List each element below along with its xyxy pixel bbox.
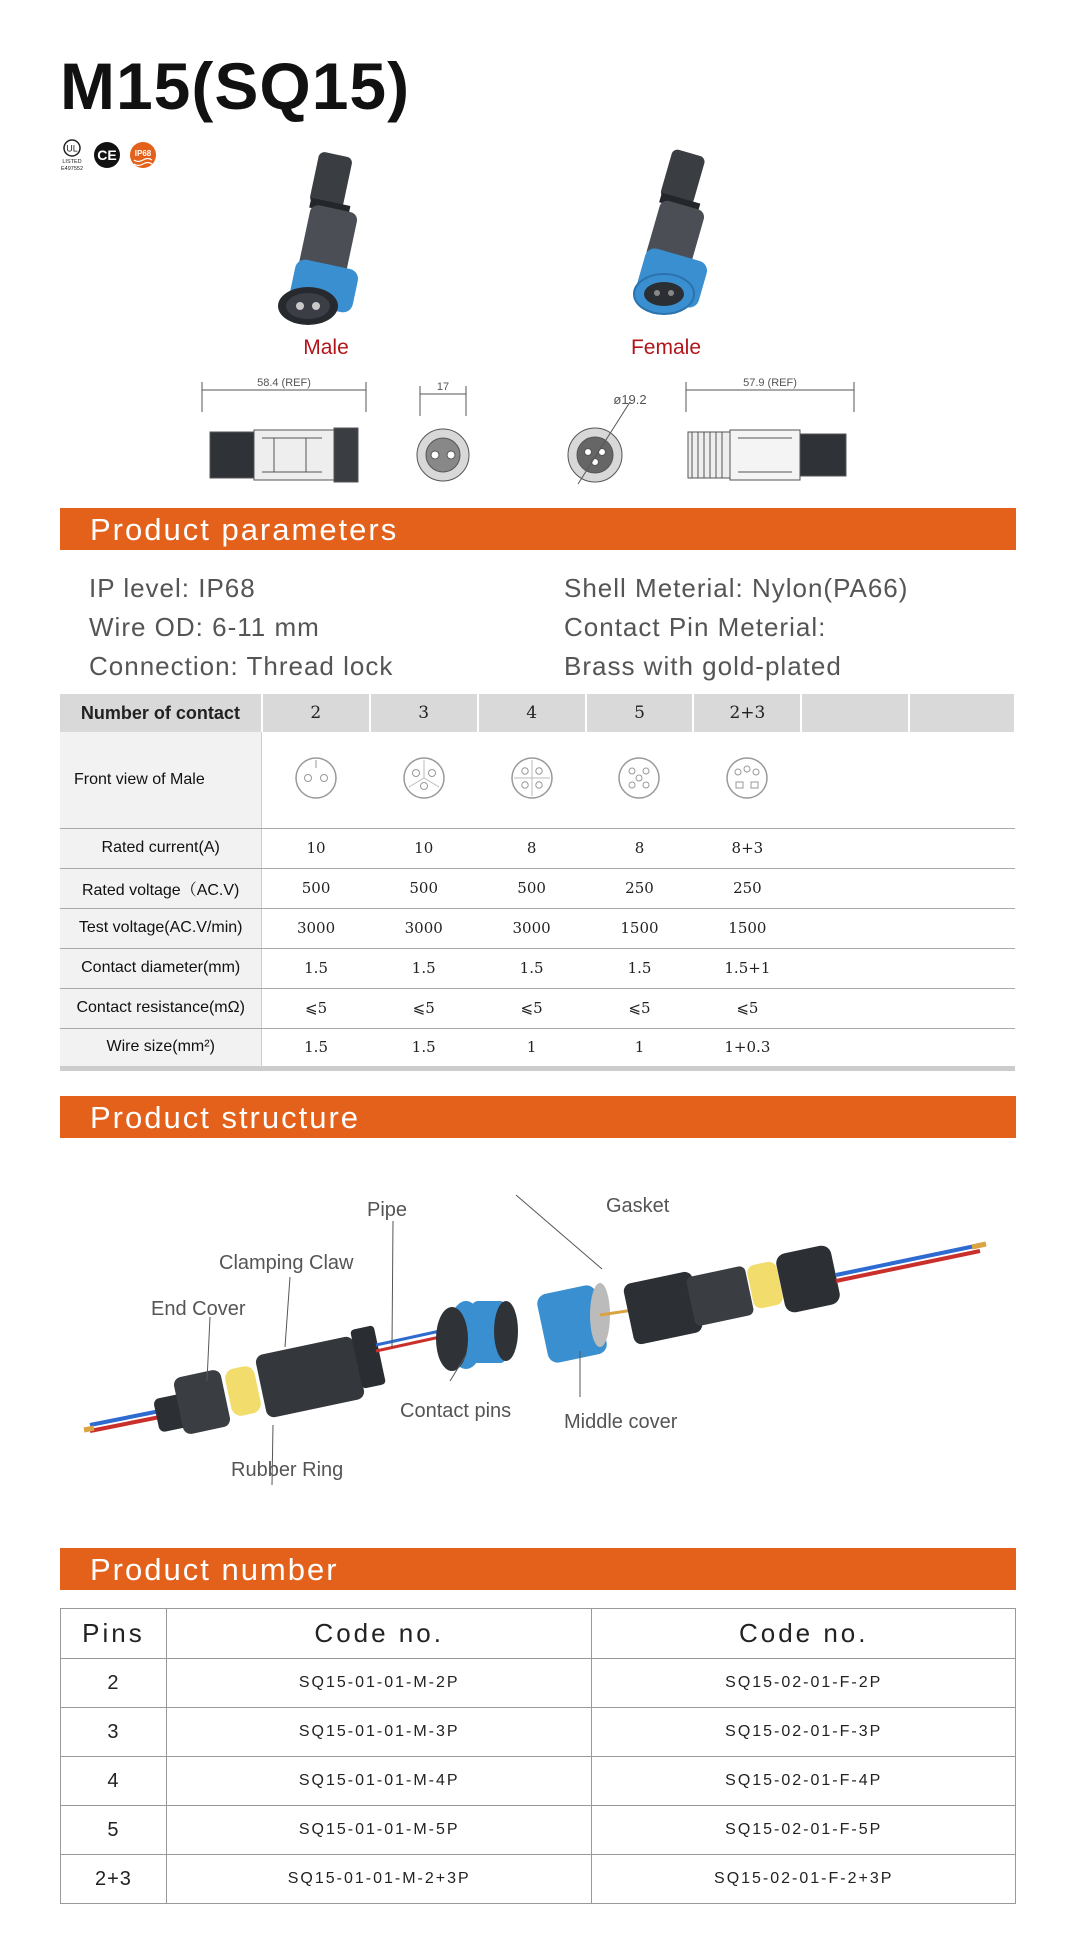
spec-cell: 10 (262, 828, 370, 868)
header-col (801, 694, 909, 732)
param-pin-material-value: Brass with gold-plated (564, 651, 842, 681)
param-pin-material: Contact Pin Meterial: (564, 612, 827, 642)
face-2pin-icon (262, 732, 370, 828)
spec-row-label: Rated voltage（AC.V) (60, 868, 262, 908)
spec-row-label: Contact diameter(mm) (60, 948, 262, 988)
spec-cell: ⩽5 (478, 988, 586, 1028)
spec-cell: ⩽5 (586, 988, 694, 1028)
header-col (909, 694, 1015, 732)
section-title: Product structure (90, 1100, 361, 1135)
section-header-product-number (60, 1548, 1016, 1590)
spec-row (60, 828, 1015, 868)
spec-cell: 1.5 (478, 948, 586, 988)
spec-cell: 1500 (693, 908, 801, 948)
callout-pipe: Pipe (367, 1199, 408, 1221)
male-length-dim: 58.4 (REF) (257, 377, 311, 389)
spec-cell: 500 (478, 868, 586, 908)
param-ip-level: IP level: IP68 (89, 573, 256, 603)
param-shell-material: Shell Meterial: Nylon(PA66) (564, 573, 909, 603)
header-col: 5 (586, 694, 694, 732)
specs-table (60, 694, 1016, 1071)
male-code-cell: SQ15-01-01-M-4P (166, 1757, 592, 1806)
pins-cell: 5 (61, 1806, 167, 1855)
spec-cell: 1 (478, 1028, 586, 1068)
callout-rubber-ring: Rubber Ring (231, 1459, 344, 1481)
ce-mark-icon (94, 142, 120, 168)
spec-row-label: Test voltage(AC.V/min) (60, 908, 262, 948)
certification-badges (58, 138, 178, 174)
callout-gasket: Gasket (606, 1195, 670, 1217)
specs-header-row (60, 694, 1015, 732)
pins-cell: 4 (61, 1757, 167, 1806)
female-connector-image (600, 146, 730, 336)
face-5pin-icon (586, 732, 694, 828)
female-code-cell: SQ15-02-01-F-4P (592, 1757, 1016, 1806)
male-code-cell: SQ15-01-01-M-2P (166, 1659, 592, 1708)
spec-cell: 1.5 (586, 948, 694, 988)
spec-cell: 1.5 (262, 1028, 370, 1068)
section-title: Product number (90, 1552, 339, 1587)
female-code-cell: SQ15-02-01-F-2P (592, 1659, 1016, 1708)
dimension-drawings (190, 372, 870, 488)
header-number-of-contact: Number of contact (60, 694, 262, 732)
section-header-structure (60, 1096, 1016, 1138)
pins-cell: 2 (61, 1659, 167, 1708)
spec-row (60, 1028, 1015, 1068)
ul-listed-icon (61, 140, 83, 172)
header-col: 3 (370, 694, 478, 732)
callout-end-cover: End Cover (151, 1298, 246, 1320)
spec-cell: 500 (262, 868, 370, 908)
svg-text:CE: CE (97, 147, 117, 163)
spec-cell: 250 (586, 868, 694, 908)
spec-cell: ⩽5 (370, 988, 478, 1028)
exploded-view-diagram (80, 1185, 1020, 1485)
spec-row (60, 988, 1015, 1028)
spec-row (60, 868, 1015, 908)
pins-cell: 3 (61, 1708, 167, 1757)
male-code-cell: SQ15-01-01-M-3P (166, 1708, 592, 1757)
spec-cell: 1.5+1 (693, 948, 801, 988)
spec-cell: 8 (586, 828, 694, 868)
female-code-cell: SQ15-02-01-F-5P (592, 1806, 1016, 1855)
male-code-cell: SQ15-01-01-M-2+3P (166, 1855, 592, 1904)
male-width-dim: 17 (436, 381, 450, 393)
param-wire-od: Wire OD: 6-11 mm (89, 612, 320, 642)
callout-contact-pins: Contact pins (400, 1400, 512, 1422)
face-4pin-icon (478, 732, 586, 828)
product-number-table (60, 1608, 1016, 1904)
spec-cell: 1.5 (370, 948, 478, 988)
header-col: 4 (478, 694, 586, 732)
spec-cell: 1500 (586, 908, 694, 948)
svg-text:E497552: E497552 (60, 166, 84, 172)
callout-clamping-claw: Clamping Claw (219, 1252, 354, 1274)
section-title: Product parameters (90, 512, 399, 547)
table-row (61, 1757, 1016, 1806)
female-code-cell: SQ15-02-01-F-2+3P (592, 1855, 1016, 1904)
table-row (61, 1708, 1016, 1757)
svg-text:UL: UL (66, 143, 78, 154)
table-row (61, 1659, 1016, 1708)
header-col: 2 (262, 694, 370, 732)
spec-row-label: Contact resistance(mΩ) (60, 988, 262, 1028)
spec-cell: 250 (693, 868, 801, 908)
spec-cell: 1.5 (262, 948, 370, 988)
header-col: 2+3 (693, 694, 801, 732)
spec-row (60, 948, 1015, 988)
spec-cell: 8+3 (693, 828, 801, 868)
spec-cell: 3000 (478, 908, 586, 948)
svg-text:IP68: IP68 (134, 149, 152, 158)
male-code-cell: SQ15-01-01-M-5P (166, 1806, 592, 1855)
face-view-label: Front view of Male (60, 732, 262, 828)
page-title: M15(SQ15) (60, 49, 411, 123)
male-label: Male (303, 336, 349, 359)
spec-cell: ⩽5 (262, 988, 370, 1028)
param-connection: Connection: Thread lock (89, 651, 394, 681)
ip68-icon (130, 142, 156, 168)
header-code-male: Code no. (166, 1609, 592, 1659)
face-view-row (60, 732, 1015, 828)
spec-row-label: Rated current(A) (60, 828, 262, 868)
section-header-parameters (60, 508, 1016, 550)
male-connector-image (262, 146, 392, 336)
svg-text:LISTED: LISTED (62, 159, 82, 165)
female-label: Female (630, 336, 702, 359)
spec-cell: 1.5 (370, 1028, 478, 1068)
spec-cell: 500 (370, 868, 478, 908)
female-diameter-dim: ø19.2 (613, 392, 647, 407)
callout-middle-cover: Middle cover (564, 1411, 678, 1433)
spec-cell: 1 (586, 1028, 694, 1068)
spec-cell: 10 (370, 828, 478, 868)
spec-cell: 3000 (370, 908, 478, 948)
table-row (61, 1806, 1016, 1855)
spec-cell: ⩽5 (693, 988, 801, 1028)
female-length-dim: 57.9 (REF) (743, 377, 797, 389)
pins-cell: 2+3 (61, 1855, 167, 1904)
face-3pin-icon (370, 732, 478, 828)
table-row (61, 1855, 1016, 1904)
female-code-cell: SQ15-02-01-F-3P (592, 1708, 1016, 1757)
header-pins: Pins (61, 1609, 167, 1659)
face-2plus3pin-icon (693, 732, 801, 828)
header-code-female: Code no. (592, 1609, 1016, 1659)
product-number-header-row (61, 1609, 1016, 1659)
spec-cell: 1+0.3 (693, 1028, 801, 1068)
spec-row (60, 908, 1015, 948)
spec-cell: 3000 (262, 908, 370, 948)
spec-cell: 8 (478, 828, 586, 868)
spec-row-label: Wire size(mm²) (60, 1028, 262, 1068)
